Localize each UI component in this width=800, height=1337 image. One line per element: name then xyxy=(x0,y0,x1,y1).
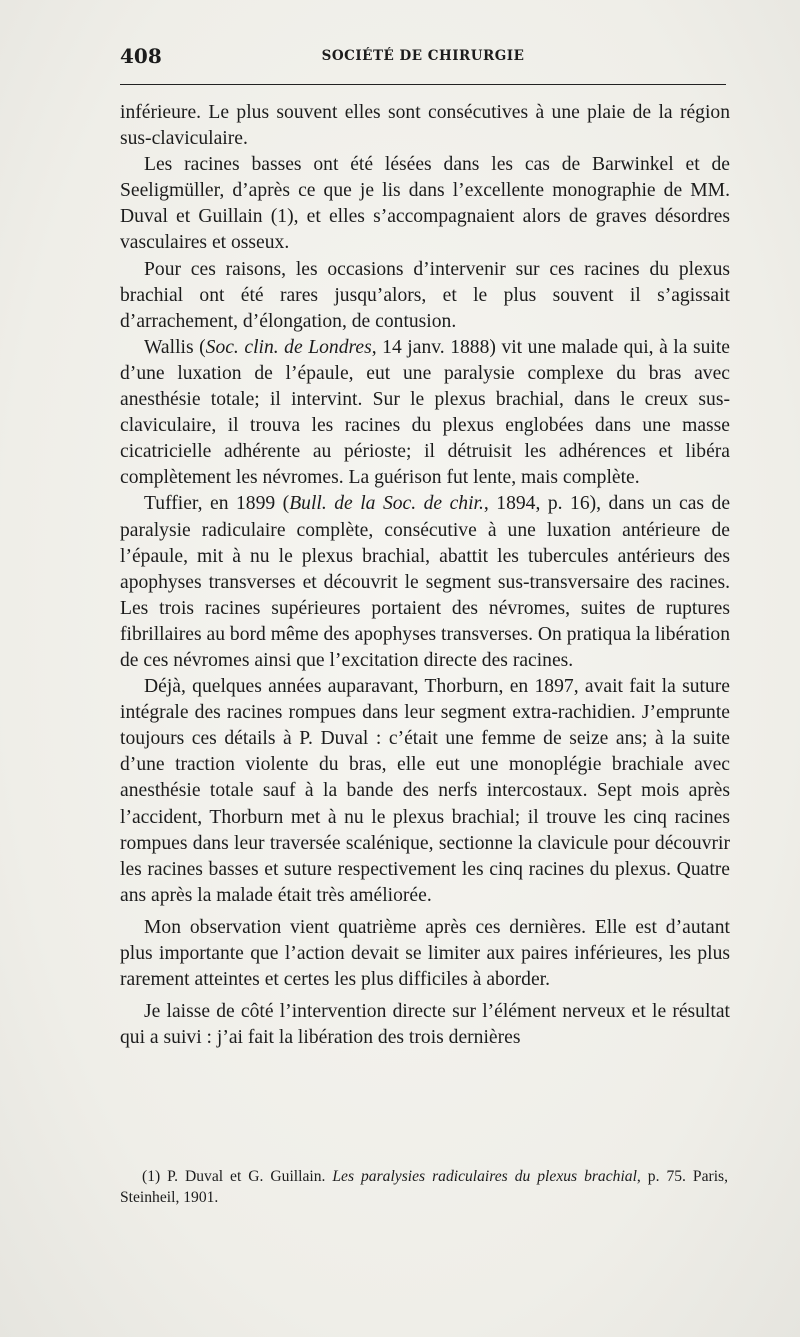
text-run: Wallis ( xyxy=(144,336,206,358)
paragraph: Pour ces raisons, les occasions d’intervenir sur ces racines du plexus brachial ont été rares jusqu’alors, et le plus souvent il s’agissait d’arrachement, d’élongation, de contusion. xyxy=(120,258,730,332)
text-run: (1) P. Duval et G. Guillain. xyxy=(142,1168,333,1185)
paragraph xyxy=(120,491,730,674)
text-run: , 1894, p. 16), dans un cas de paralysie radiculaire complète, consécutive à une luxation antérieure de l’épaule, mit à nu le plexus brachial, abattit les tubercules antérieurs des apophyses transverses et découvrit le segment sus-transversaire des racines. Les trois racines supérieures portaient des névromes, suites de ruptures fibrillaires au bord même des apophyses transverses. On pratiqua la libération de ces névromes ainsi que l’excitation directe des racines. xyxy=(120,493,731,671)
text-run: , p. 75. Paris, Steinheil, 1901. xyxy=(120,1168,728,1206)
running-head: SOCIÉTÉ DE CHIRURGIE xyxy=(321,48,525,64)
body-text xyxy=(120,100,730,1051)
text-run: Tuffier, en 1899 ( xyxy=(144,493,290,515)
page-header xyxy=(120,44,726,72)
text-run: , 14 janv. 1888) vit une malade qui, à la suite d’une luxation de l’épaule, eut une paralysie complexe du bras avec anesthésie totale; il intervint. Sur le plexus brachial, dans le creux sus-claviculaire, il trouva les racines du plexus englobées dans une masse cicatricielle adhérente au périoste; il détruisit les adhérences et libéra complètement les névromes. La guérison fut lente, mais complète. xyxy=(120,336,730,489)
header-rule xyxy=(120,84,726,85)
journal-title: Soc. clin. de Londres xyxy=(205,336,372,358)
paragraph: Mon observation vient quatrième après ces dernières. Elle est d’autant plus importante que l’action devait se limiter aux paires inférieures, les plus rarement atteintes et certes les plus difficiles à aborder. xyxy=(120,916,730,991)
paragraph: inférieure. Le plus souvent elles sont consécutives à une plaie de la région sus-claviculaire. xyxy=(120,102,730,150)
page-number: 408 xyxy=(120,44,162,68)
book-title: Les paralysies radiculaires du plexus brachial xyxy=(332,1168,637,1185)
paragraph: Je laisse de côté l’intervention directe sur l’élément nerveux et le résultat qui a suivi : j’ai fait la libération des trois dernières xyxy=(120,1001,730,1049)
journal-title: Bull. de la Soc. de chir. xyxy=(289,493,484,515)
paragraph xyxy=(120,335,730,492)
footnote-text xyxy=(120,1166,728,1208)
paragraph: Les racines basses ont été lésées dans les cas de Barwinkel et de Seeligmüller, d’après ce que je lis dans l’excellente monographie de MM. Duval et Guillain (1), et elles s’accompagnaient alors de graves désordres vasculaires et osseux. xyxy=(120,154,730,254)
footnote xyxy=(120,1166,728,1208)
paragraph: Déjà, quelques années auparavant, Thorburn, en 1897, avait fait la suture intégrale des racines rompues dans leur segment extra-rachidien. J’emprunte toujours ces détails à P. Duval : c’était une femme de seize ans; à la suite d’une traction violente du bras, elle eut une monoplégie brachiale avec anesthésie totale sauf à la bande des nerfs intercostaux. Sept mois après l’accident, Thorburn met à nu le plexus brachial; il trouve les cinq racines rompues dans leur traversée scalénique, sectionne la clavicule pour découvrir les racines basses et suture respectivement les cinq racines du plexus. Quatre ans après la malade était très améliorée. xyxy=(120,676,730,906)
